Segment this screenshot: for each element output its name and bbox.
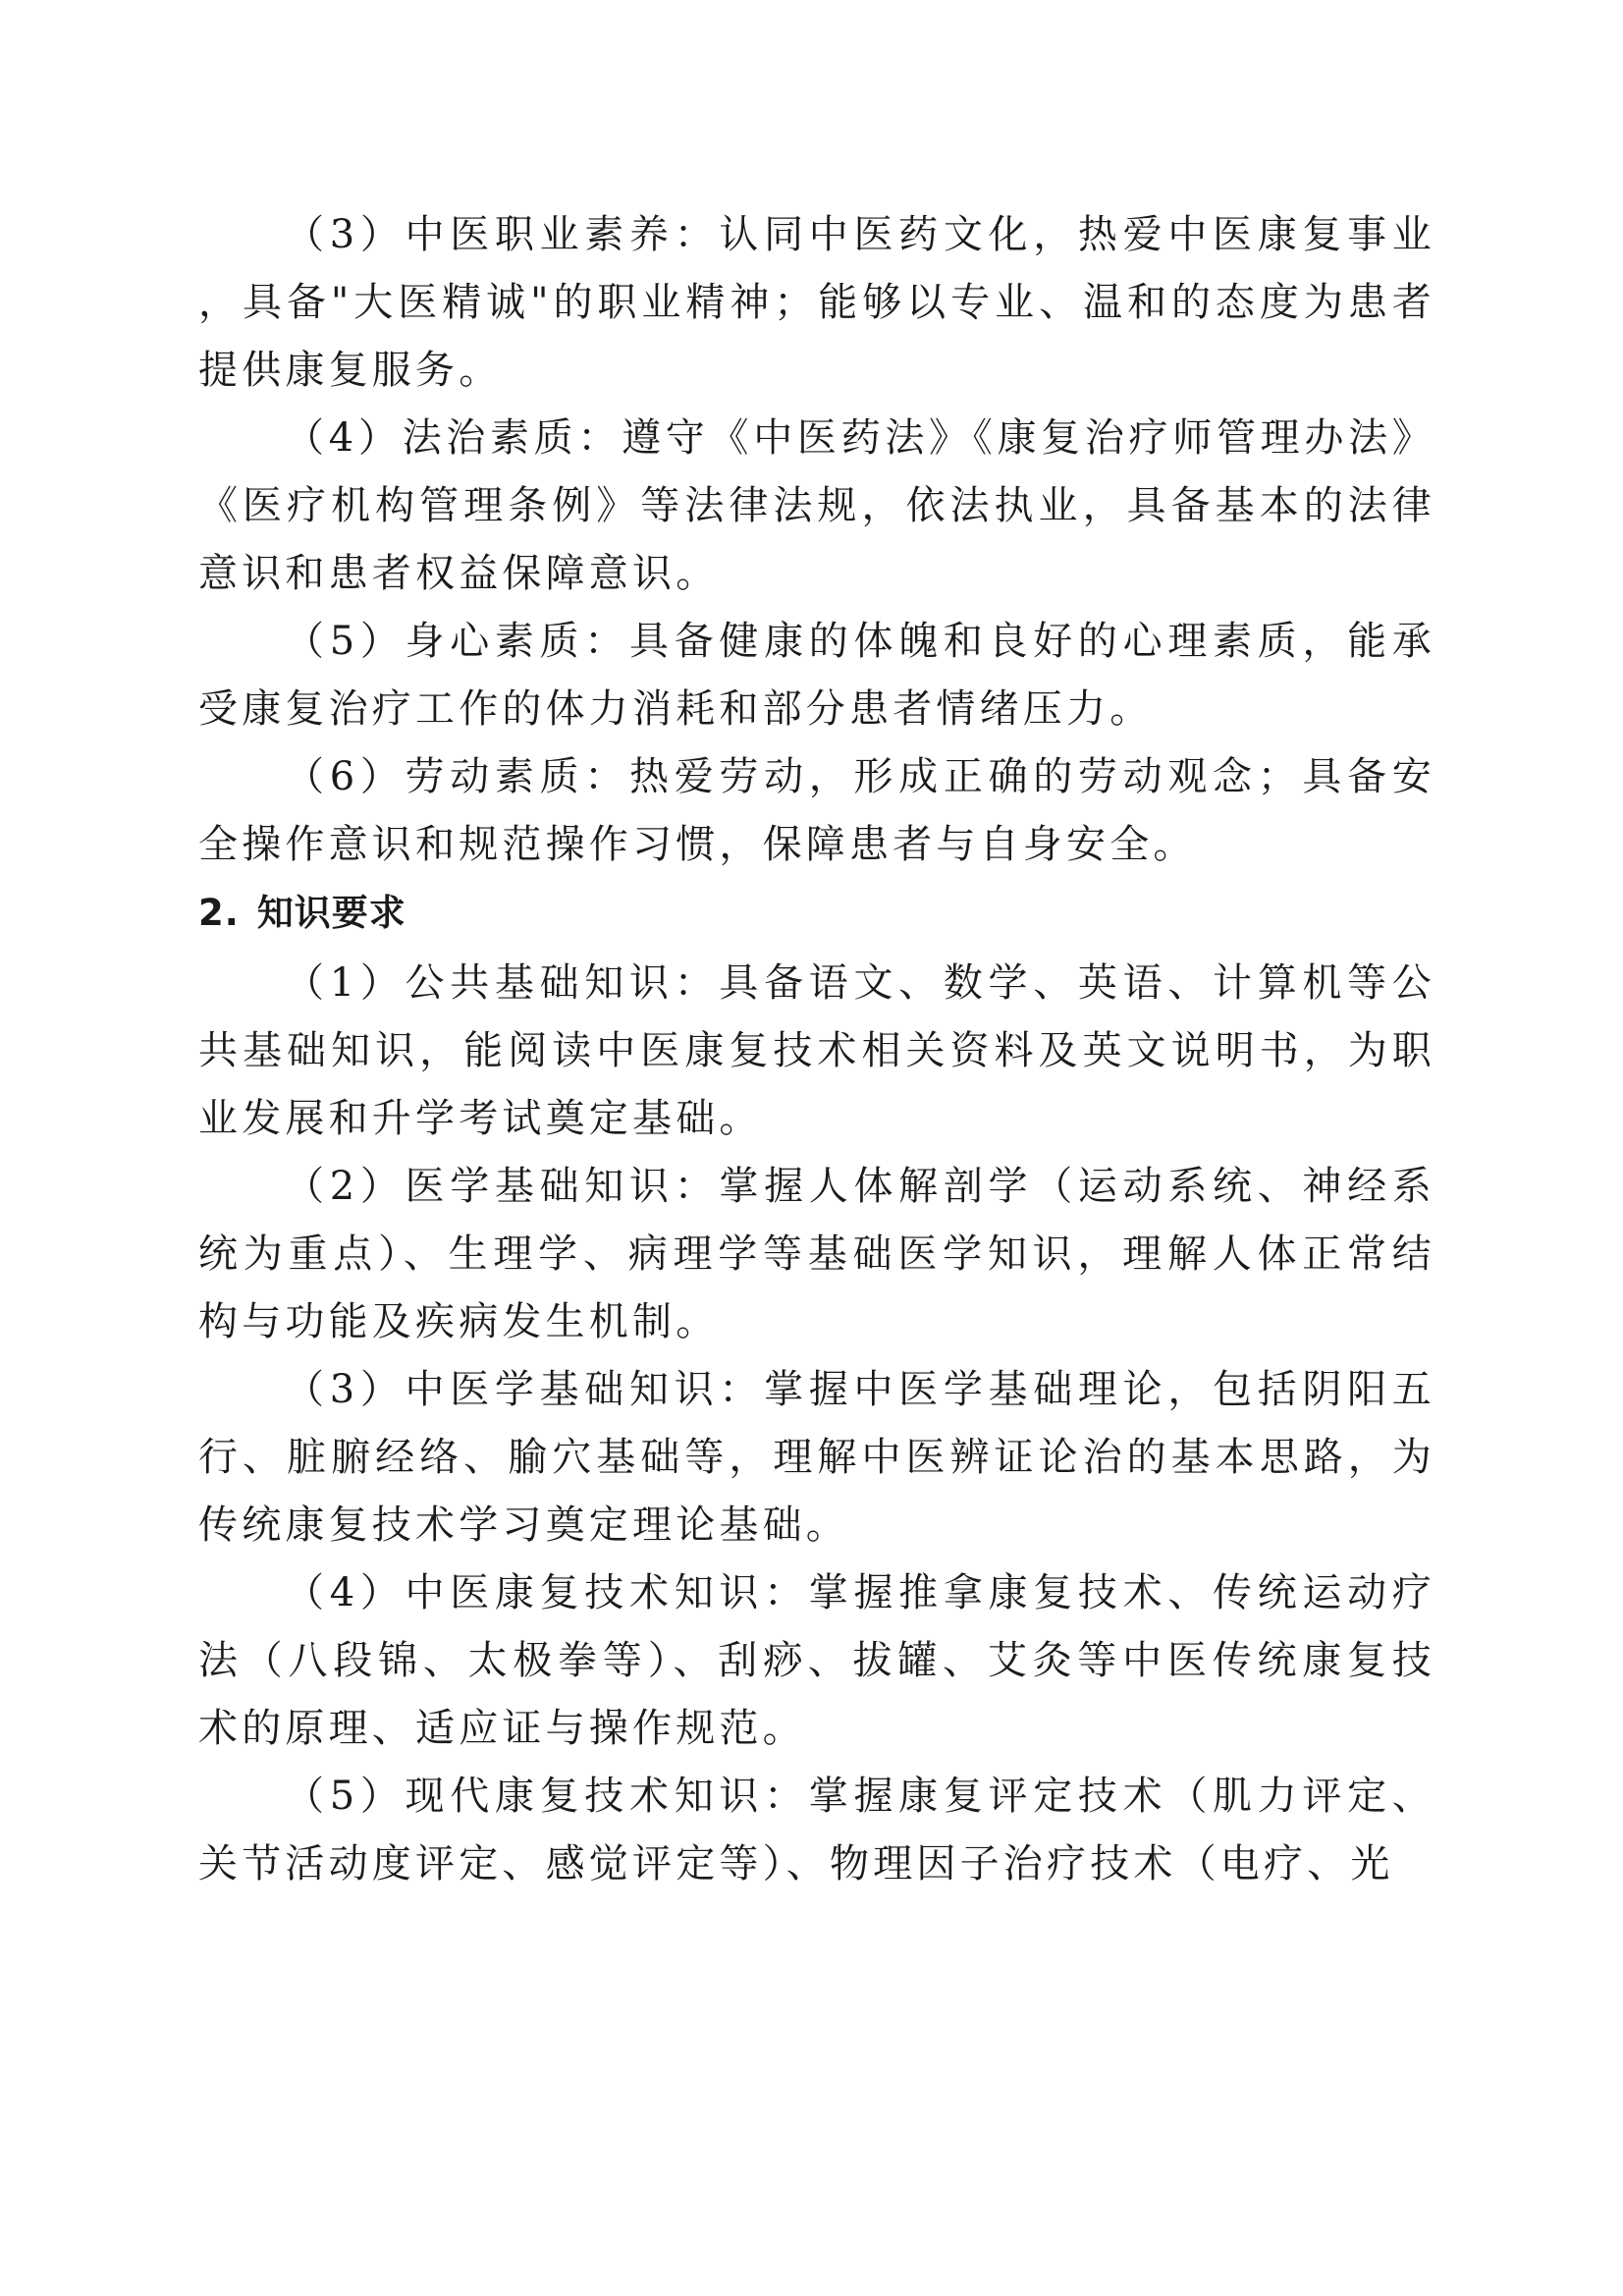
- document-page: [198, 201, 1435, 1898]
- section-number: 2.: [198, 892, 240, 934]
- paragraph-labor-quality: （6）劳动素质：热爱劳动，形成正确的劳动观念；具备安全操作意识和规范操作习惯，保障患者与自身安全。: [198, 754, 1435, 867]
- paragraph-tcm-basic-knowledge: （3）中医学基础知识：掌握中医学基础理论，包括阴阳五行、脏腑经络、腧穴基础等，理解中医辨证论治的基本思路，为传统康复技术学习奠定理论基础。: [198, 1367, 1435, 1548]
- paragraph-tcm-rehab-knowledge: （4）中医康复技术知识：掌握推拿康复技术、传统运动疗法（八段锦、太极拳等）、刮痧、拔罐、艾灸等中医传统康复技术的原理、适应证与操作规范。: [198, 1570, 1435, 1751]
- section-title: 知识要求: [256, 892, 406, 934]
- paragraph-modern-rehab-knowledge: （5）现代康复技术知识：掌握康复评定技术（肌力评定、关节活动度评定、感觉评定等）、物理因子治疗技术（电疗、光: [198, 1774, 1435, 1886]
- paragraph-public-basic-knowledge: （1）公共基础知识：具备语文、数学、英语、计算机等公共基础知识，能阅读中医康复技术相关资料及英文说明书，为职业发展和升学考试奠定基础。: [198, 960, 1435, 1141]
- section-heading-knowledge: [198, 883, 1435, 944]
- paragraph-tcm-professional-quality: （3）中医职业素养：认同中医药文化，热爱中医康复事业，具备"大医精诚"的职业精神；能够以专业、温和的态度为患者提供康复服务。: [198, 212, 1435, 393]
- paragraph-legal-quality: （4）法治素质：遵守《中医药法》《康复治疗师管理办法》《医疗机构管理条例》等法律法规，依法执业，具备基本的法律意识和患者权益保障意识。: [198, 415, 1435, 596]
- paragraph-physical-mental-quality: （5）身心素质：具备健康的体魄和良好的心理素质，能承受康复治疗工作的体力消耗和部分患者情绪压力。: [198, 619, 1435, 732]
- paragraph-medical-basic-knowledge: （2）医学基础知识：掌握人体解剖学（运动系统、神经系统为重点）、生理学、病理学等基础医学知识，理解人体正常结构与功能及疾病发生机制。: [198, 1164, 1435, 1344]
